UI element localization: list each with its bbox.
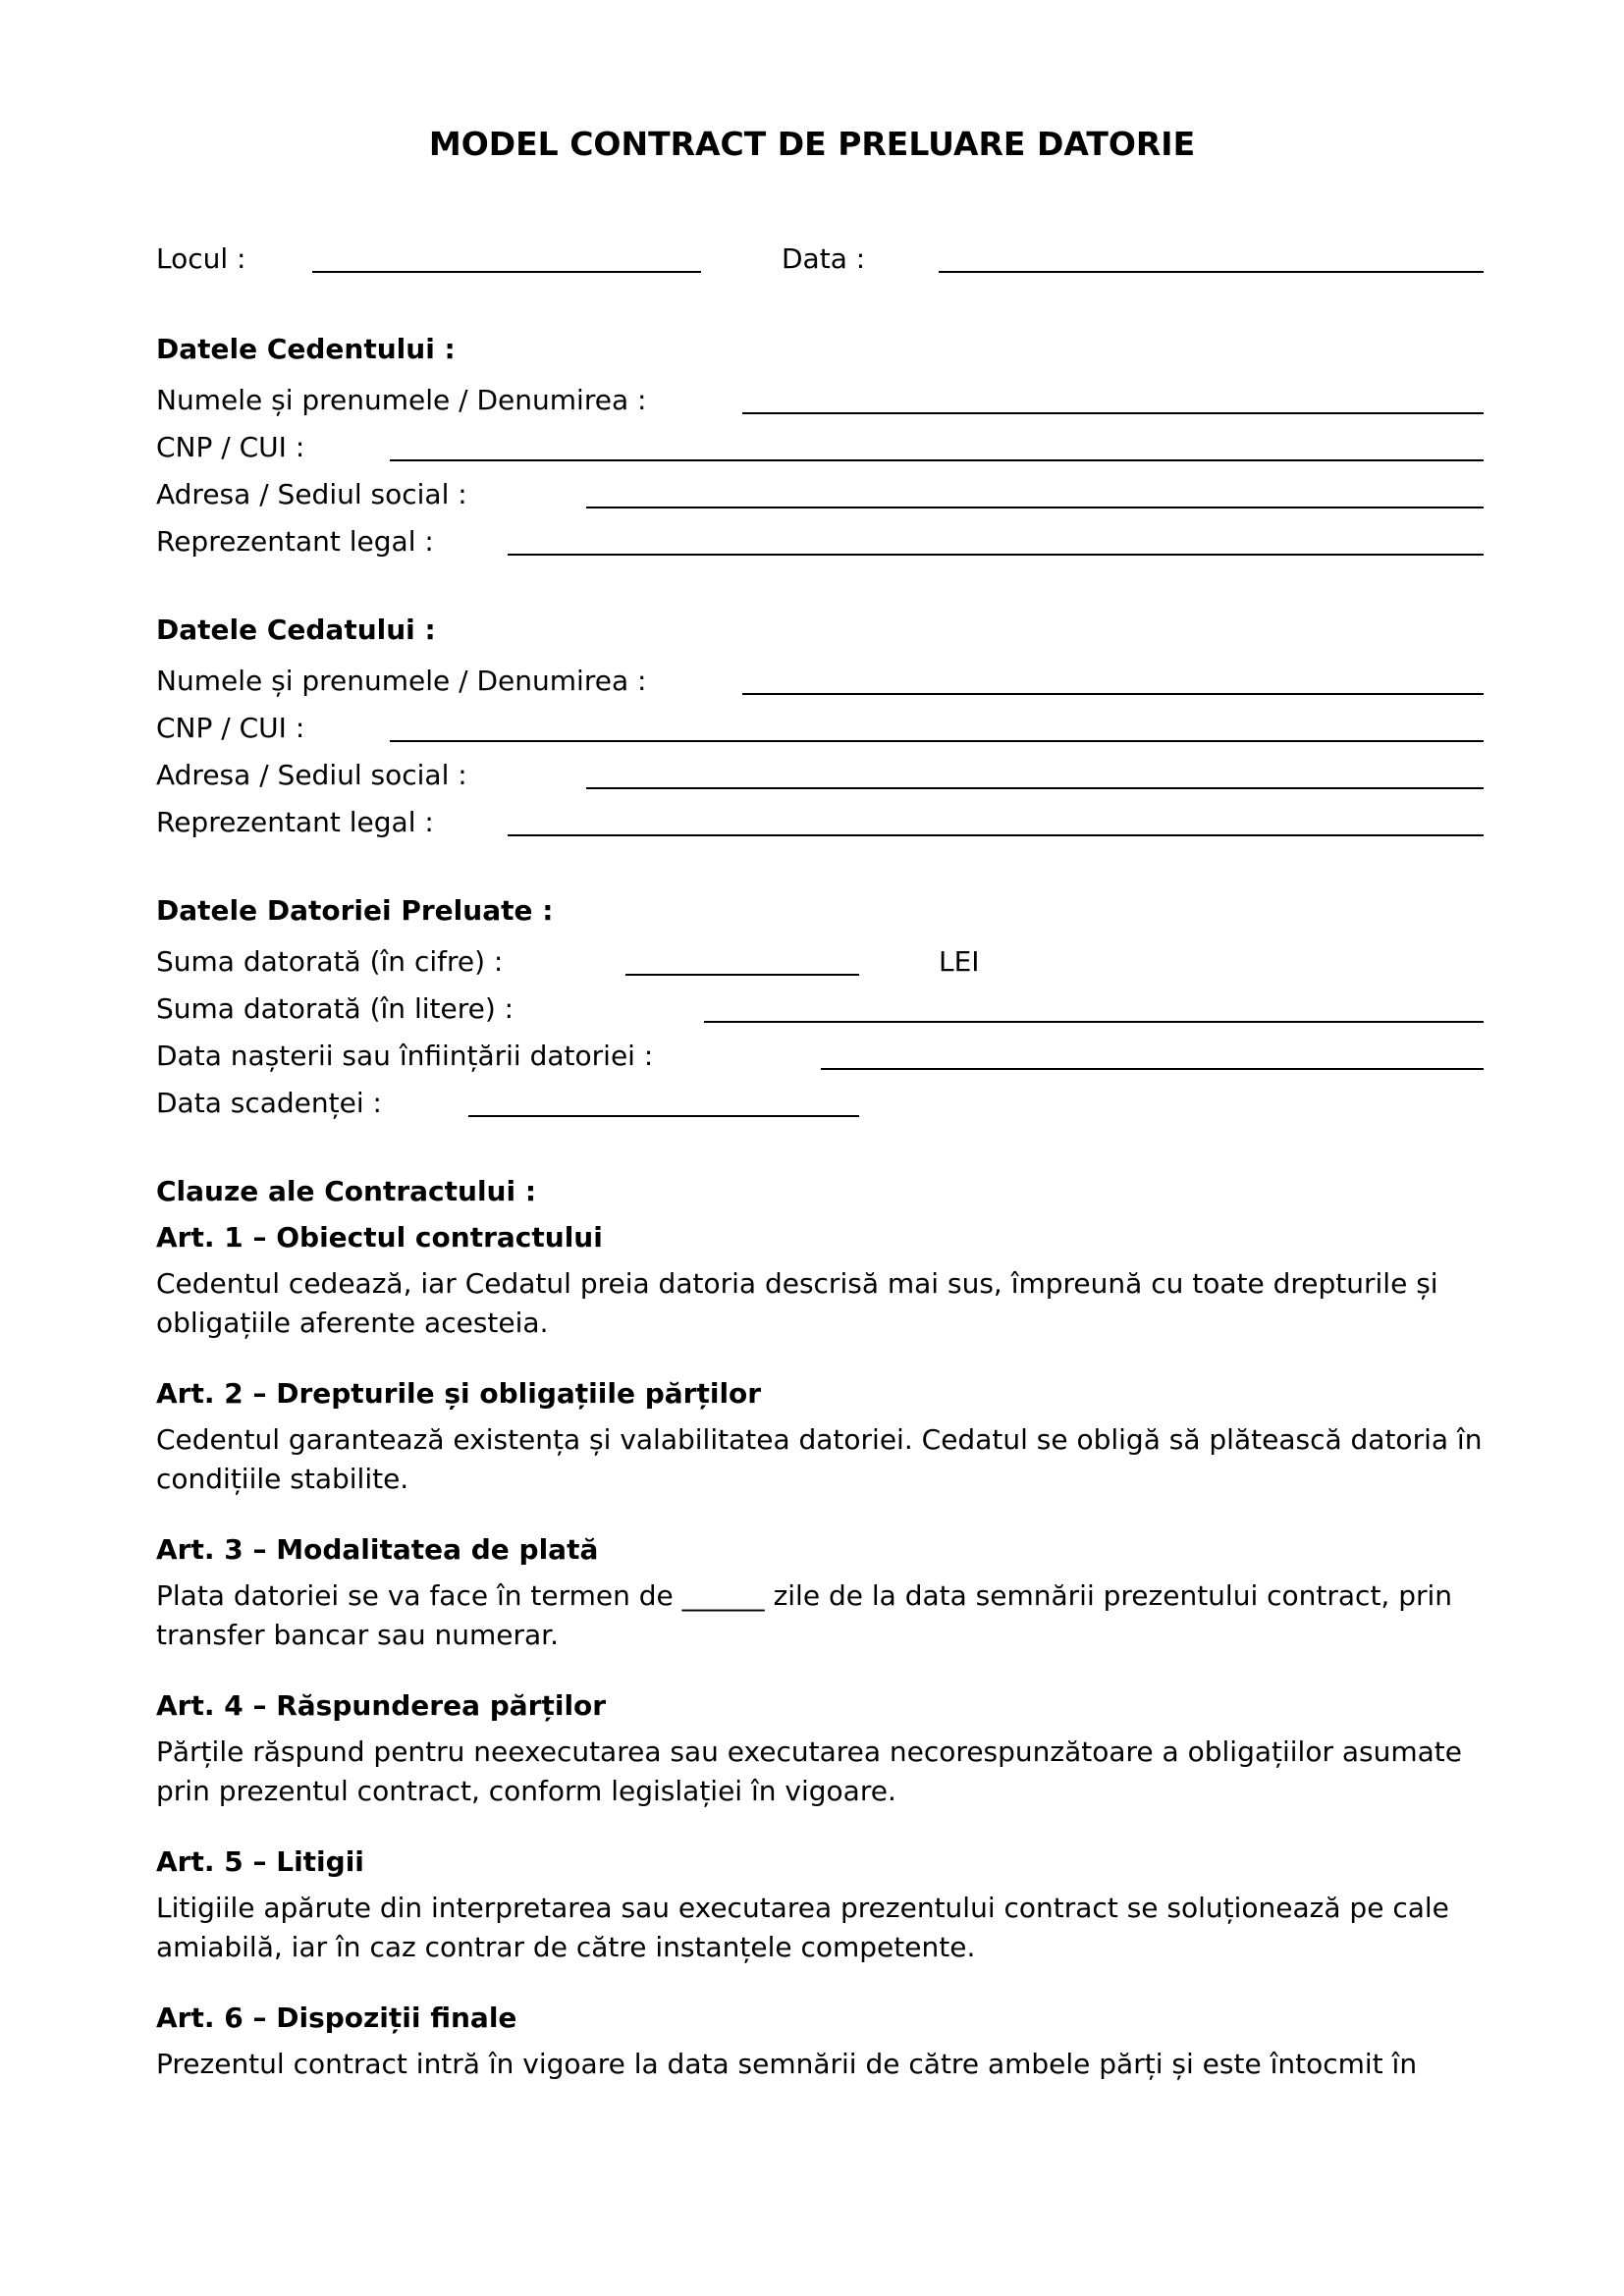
cedat-address-field[interactable] (586, 787, 1484, 789)
amount-digits-field[interactable] (625, 974, 859, 976)
cedat-address-label: Adresa / Sediul social : (156, 759, 467, 791)
debt-origin-date-row (156, 1033, 1484, 1080)
amount-words-field[interactable] (704, 1021, 1484, 1023)
article-1-text: Cedentul cedează, iar Cedatul preia datoria descrisă mai sus, împreună cu toate drepturile și obligațiile aferente acesteia. (156, 1267, 1438, 1339)
cedent-representative-row (156, 518, 1484, 565)
article-5-text: Litigiile apărute din interpretarea sau executarea prezentului contract se soluționează pe cale amiabilă, iar în caz contrar de către instanțele competente. (156, 1892, 1449, 1963)
article-3-title: Art. 3 – Modalitatea de plată (156, 1533, 599, 1566)
locul-field[interactable] (312, 271, 701, 273)
cedent-representative-field[interactable] (508, 554, 1484, 556)
document-title: MODEL CONTRACT DE PRELUARE DATORIE (428, 125, 1196, 163)
datorie-heading: Datele Datoriei Preluate : (156, 894, 554, 927)
cedent-name-field[interactable] (742, 412, 1484, 414)
data-label: Data : (782, 242, 866, 275)
currency-label: LEI (939, 945, 980, 978)
cedent-name-row (156, 377, 1484, 424)
article-6-title: Art. 6 – Dispoziții finale (156, 2002, 517, 2034)
cedat-address-row (156, 752, 1484, 799)
article-3-text: Plata datoriei se va face în termen de ______ zile de la data semnării prezentului contract, prin transfer bancar sau numerar. (156, 1579, 1453, 1651)
cedat-cnp-label: CNP / CUI : (156, 712, 305, 744)
cedent-address-field[interactable] (586, 507, 1484, 508)
cedat-representative-field[interactable] (508, 834, 1484, 836)
article-1-title: Art. 1 – Obiectul contractului (156, 1221, 603, 1254)
due-date-row (156, 1080, 1484, 1127)
cedent-cnp-row (156, 424, 1484, 471)
amount-digits-label: Suma datorată (în cifre) : (156, 945, 504, 978)
debt-origin-date-label: Data nașterii sau înființării datoriei : (156, 1040, 654, 1072)
place-date-row (156, 236, 1484, 283)
cedent-address-row (156, 471, 1484, 518)
debt-origin-date-field[interactable] (821, 1068, 1484, 1070)
article-6-text: Prezentul contract intră în vigoare la data semnării de către ambele părți și este întocmit în (156, 2048, 1418, 2080)
due-date-field[interactable] (468, 1115, 859, 1117)
cedat-name-field[interactable] (742, 693, 1484, 695)
cedent-address-label: Adresa / Sediul social : (156, 478, 467, 510)
amount-digits-row (156, 938, 1484, 986)
clauses-heading: Clauze ale Contractului : (156, 1175, 537, 1207)
cedat-name-label: Numele și prenumele / Denumirea : (156, 665, 647, 697)
cedent-name-label: Numele și prenumele / Denumirea : (156, 384, 647, 416)
cedat-representative-row (156, 799, 1484, 846)
article-2-title: Art. 2 – Drepturile și obligațiile părților (156, 1377, 762, 1410)
cedat-heading: Datele Cedatului : (156, 614, 436, 646)
amount-words-label: Suma datorată (în litere) : (156, 992, 514, 1025)
article-2-text: Cedentul garantează existența și valabilitatea datoriei. Cedatul se obligă să plătească datoria în condițiile stabilite. (156, 1423, 1483, 1495)
data-field[interactable] (939, 271, 1484, 273)
article-5-title: Art. 5 – Litigii (156, 1845, 364, 1878)
cedat-cnp-field[interactable] (390, 740, 1484, 742)
cedat-representative-label: Reprezentant legal : (156, 806, 434, 838)
cedent-heading: Datele Cedentului : (156, 333, 456, 365)
cedent-cnp-label: CNP / CUI : (156, 431, 305, 463)
cedat-cnp-row (156, 705, 1484, 752)
article-4-text: Părțile răspund pentru neexecutarea sau executarea necorespunzătoare a obligațiilor asumate prin prezentul contract, conform legislației în vigoare. (156, 1735, 1462, 1807)
cedent-cnp-field[interactable] (390, 459, 1484, 461)
article-4-title: Art. 4 – Răspunderea părților (156, 1689, 607, 1722)
cedent-representative-label: Reprezentant legal : (156, 525, 434, 558)
amount-words-row (156, 986, 1484, 1033)
due-date-label: Data scadenței : (156, 1087, 382, 1119)
locul-label: Locul : (156, 242, 246, 275)
cedat-name-row (156, 658, 1484, 705)
